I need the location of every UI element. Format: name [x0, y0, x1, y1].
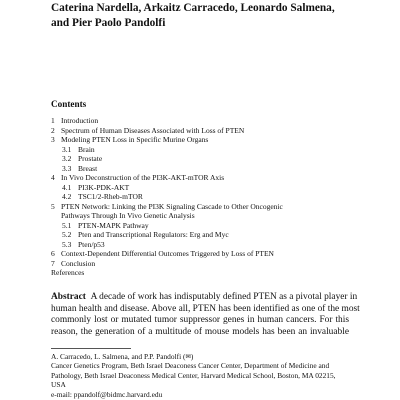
toc-entry: 6 Context-Dependent Differential Outcomes Triggered by Loss of PTEN [51, 249, 274, 258]
toc-entry: 7 Conclusion [51, 258, 96, 268]
toc-subentry: 4.2 TSC1/2-Rheb-mTOR [62, 192, 143, 201]
toc-subentry: 3.3 Breast [62, 163, 98, 173]
toc-subentry: 5.1 PTEN-MAPK Pathway [62, 220, 149, 230]
contents-heading: Contents [51, 99, 87, 109]
toc-entry-references: References [51, 268, 85, 277]
toc-entry: 1 Introduction [51, 116, 99, 125]
toc-entry: 5 PTEN Network: Linking the PI3K Signaling Cascade to Other Oncogenic [51, 201, 283, 211]
envelope-icon: ✉ [185, 353, 191, 361]
footnote-authors-line: A. Carracedo, L. Salmena, and P.P. Pandolfi (✉) [51, 352, 194, 361]
affiliation-line: Cancer Genetics Program, Beth Israel Deaconess Cancer Center, Department of Medicine and [51, 361, 330, 371]
author-line: and Pier Paolo Pandolfi [51, 17, 166, 29]
abstract-line: human health and disease. Above all, PTEN has been identified as one of the most [51, 303, 360, 314]
email-line[interactable]: e-mail: ppandolf@bidmc.harvard.edu [51, 389, 163, 399]
author-line: Caterina Nardella, Arkaitz Carracedo, Leonardo Salmena, [51, 2, 335, 14]
toc-entry: 3 Modeling PTEN Loss in Specific Murine Organs [51, 135, 209, 144]
footnote-authors: A. Carracedo, L. Salmena, and P.P. Pandolfi [51, 352, 182, 361]
footnote [51, 352, 351, 399]
table-of-contents [51, 116, 371, 278]
toc-subentry: 5.2 Pten and Transcriptional Regulators: Erg and Myc [62, 230, 229, 239]
abstract-label: Abstract [51, 292, 86, 302]
abstract-line: commonly lost or mutated tumor suppressor genes in human cancers. For this [51, 315, 349, 326]
abstract-paragraph [51, 292, 360, 339]
footnote-divider [51, 348, 131, 349]
toc-subentry: 5.3 Pten/p53 [62, 239, 105, 249]
toc-subentry: 3.1 Brain [62, 144, 95, 154]
abstract-line: Abstract A decade of work has indisputably defined PTEN as a pivotal player in [51, 292, 358, 302]
toc-entry: 4 In Vivo Deconstruction of the PI3K-AKT-mTOR Axis [51, 173, 225, 182]
affiliation-line: Pathology, Beth Israel Deaconess Medical Center, Harvard Medical School, Boston, MA 02215, [51, 370, 336, 380]
author-list [51, 1, 351, 31]
toc-entry-continuation: Pathways Through In Vivo Genetic Analysis [61, 211, 195, 220]
toc-subentry: 3.2 Prostate [62, 154, 103, 163]
abstract-line: reason, the generation of a multitude of mouse models has been an invaluable [51, 327, 349, 338]
affiliation-line: USA [51, 380, 66, 390]
toc-entry: 2 Spectrum of Human Diseases Associated with Loss of PTEN [51, 125, 245, 135]
toc-subentry: 4.1 PI3K-PDK-AKT [62, 182, 130, 192]
